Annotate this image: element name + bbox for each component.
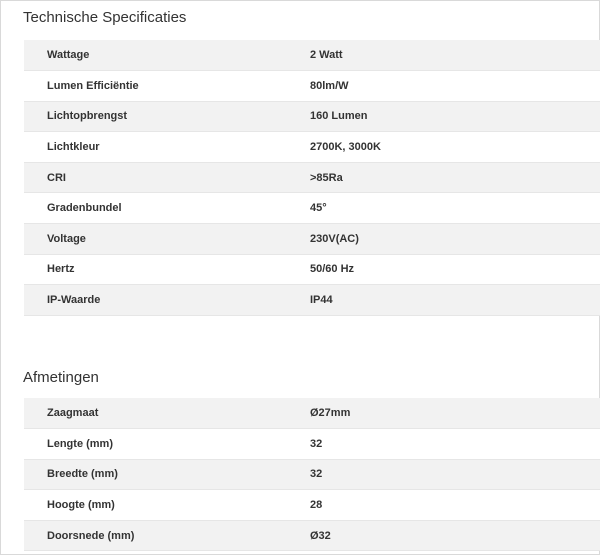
spec-label: Doorsnede (mm): [24, 520, 307, 551]
table-row-voltage: [24, 224, 600, 255]
spec-label: Lichtkleur: [24, 132, 307, 163]
spec-value: 230V(AC): [307, 224, 600, 255]
spec-value: >85Ra: [307, 162, 600, 193]
table-row-cri: [24, 162, 600, 193]
table-row-length: [24, 429, 600, 460]
spec-value: 80lm/W: [307, 71, 600, 102]
table-row-ip-rating: [24, 285, 600, 316]
table-row-wattage: [24, 40, 600, 71]
spec-value: 50/60 Hz: [307, 254, 600, 285]
spec-label: Wattage: [24, 40, 307, 71]
spec-value: 2 Watt: [307, 40, 600, 71]
spec-value: Ø32: [307, 520, 600, 551]
spec-value: IP44: [307, 285, 600, 316]
spec-value: 32: [307, 459, 600, 490]
spec-label: Breedte (mm): [24, 459, 307, 490]
dimensions-table: [24, 398, 600, 551]
spec-label: Hertz: [24, 254, 307, 285]
table-row-hertz: [24, 254, 600, 285]
spec-label: CRI: [24, 162, 307, 193]
spec-label: Zaagmaat: [24, 398, 307, 429]
table-row-light-color: [24, 132, 600, 163]
spec-label: Gradenbundel: [24, 193, 307, 224]
table-row-lumen-efficiency: [24, 71, 600, 102]
spec-label: Hoogte (mm): [24, 490, 307, 521]
table-row-cutout: [24, 398, 600, 429]
spec-label: Lumen Efficiëntie: [24, 71, 307, 102]
spec-label: Voltage: [24, 224, 307, 255]
section-title-technical-specs: Technische Specificaties: [23, 9, 187, 26]
spec-label: Lichtopbrengst: [24, 101, 307, 132]
section-title-dimensions: Afmetingen: [23, 369, 99, 386]
table-row-beam-angle: [24, 193, 600, 224]
spec-value: 2700K, 3000K: [307, 132, 600, 163]
spec-label: Lengte (mm): [24, 429, 307, 460]
spec-label: IP-Waarde: [24, 285, 307, 316]
spec-value: 32: [307, 429, 600, 460]
technical-specs-table: [24, 40, 600, 316]
spec-value: Ø27mm: [307, 398, 600, 429]
table-row-height: [24, 490, 600, 521]
spec-value: 160 Lumen: [307, 101, 600, 132]
table-row-light-output: [24, 101, 600, 132]
table-row-diameter: [24, 520, 600, 551]
table-row-width: [24, 459, 600, 490]
spec-value: 28: [307, 490, 600, 521]
spec-value: 45°: [307, 193, 600, 224]
